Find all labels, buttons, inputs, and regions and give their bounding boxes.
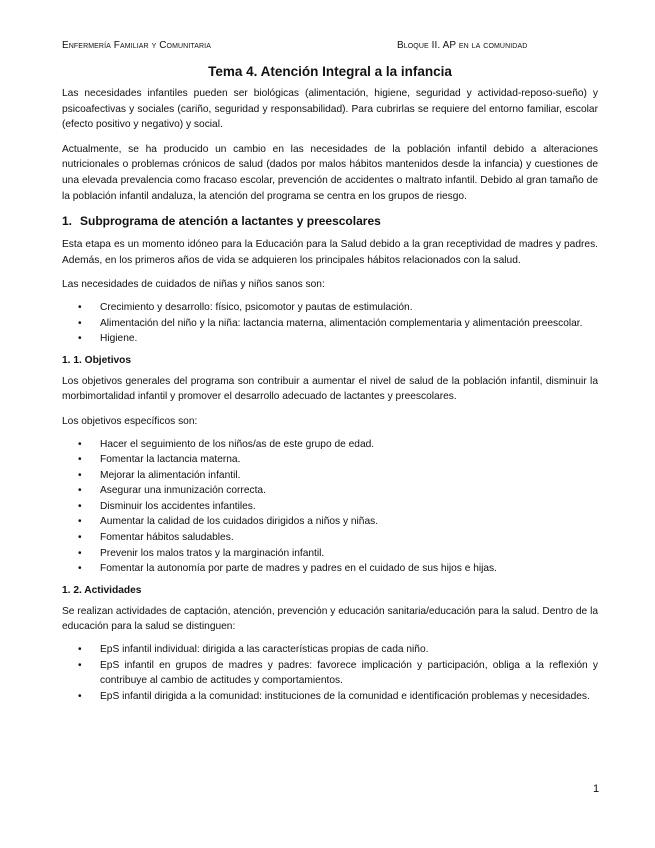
bullet-icon: • [78, 485, 82, 497]
bullet-icon: • [78, 644, 82, 656]
list-item-text: Mejorar la alimentación infantil. [100, 469, 241, 481]
list-item [62, 658, 598, 689]
list-item [62, 642, 598, 658]
list-item [62, 331, 598, 347]
paragraph: Las necesidades de cuidados de niñas y niños sanos son: [62, 279, 325, 291]
list-item [62, 514, 598, 530]
bullet-icon: • [78, 454, 82, 466]
list-item [62, 689, 598, 705]
list-item-text: Hacer el seguimiento de los niños/as de este grupo de edad. [100, 438, 375, 450]
bullet-icon: • [78, 547, 82, 559]
subsection-heading: 1. 1. Objetivos [62, 354, 132, 366]
header-block-title: Bloque II. AP en la comunidad [397, 40, 528, 51]
bullet-icon: • [78, 301, 82, 313]
list-item-text: EpS infantil dirigida a la comunidad: instituciones de la comunidad e identificación problemas y necesidades. [100, 690, 590, 702]
list-item-text: Fomentar hábitos saludables. [100, 532, 234, 544]
bullet-list [62, 642, 598, 704]
subsection-heading: 1. 2. Actividades [62, 584, 142, 596]
paragraph: Esta etapa es un momento idóneo para la Educación para la Salud debido a la gran receptividad de madres y padres. Además, en los primeros años de vida se adquieren los principales hábitos relacionados con la salud. [62, 239, 598, 266]
list-item-text: Fomentar la lactancia materna. [100, 454, 241, 466]
list-item-text: Alimentación del niño y la niña: lactancia materna, alimentación complementaria y alimentación preescolar. [100, 317, 583, 329]
paragraph: Los objetivos específicos son: [62, 415, 198, 427]
list-item [62, 437, 598, 453]
list-item-text: Asegurar una inmunización correcta. [100, 485, 266, 497]
paragraph: Las necesidades infantiles pueden ser biológicas (alimentación, higiene, seguridad y actividad-reposo-sueño) y psicoafectivas y sociales (cariño, seguridad y responsabilidad). Para cubrirlas se requiere del entorno familiar, escolar (efecto positivo y negativo) y social. [62, 88, 598, 131]
bullet-icon: • [78, 516, 82, 528]
list-item [62, 452, 598, 468]
bullet-icon: • [78, 659, 82, 671]
list-item [62, 546, 598, 562]
list-item [62, 499, 598, 515]
paragraph: Se realizan actividades de captación, atención, prevención y educación sanitaria/educación para la salud. Dentro de la educación para la salud se distinguen: [62, 605, 598, 633]
list-item-text: Crecimiento y desarrollo: físico, psicomotor y pautas de estimulación. [100, 301, 413, 313]
bullet-icon: • [78, 469, 82, 481]
bullet-icon: • [78, 563, 82, 575]
list-item [62, 316, 598, 332]
bullet-list [62, 437, 598, 577]
bullet-icon: • [78, 438, 82, 450]
paragraph: Actualmente, se ha producido un cambio en las necesidades de la población infantil debido a alteraciones nutricionales o problemas crónicos de salud (dados por malos hábitos mantenidos desde la infancia) y cuestiones de una elevada prevalencia como fracaso escolar, prevención de accidentes o maltrato infantil. Debido al gran tamaño de la población infantil andaluza, la atención del programa se centra en los grupos de riesgo. [62, 143, 598, 202]
list-item-text: Higiene. [100, 333, 138, 345]
list-item [62, 468, 598, 484]
bullet-icon: • [78, 532, 82, 544]
list-item-text: Fomentar la autonomía por parte de madres y padres en el cuidado de sus hijos e hijas. [100, 563, 497, 575]
section-heading-text: Subprograma de atención a lactantes y preescolares [80, 214, 381, 229]
paragraph: Los objetivos generales del programa son contribuir a aumentar el nivel de salud de la población infantil, disminuir la morbimortalidad infantil y promover el desarrollo adecuado de lactantes y preescolares. [62, 375, 598, 403]
bullet-icon: • [78, 317, 82, 329]
page-number: 1 [593, 783, 600, 795]
bullet-list [62, 300, 598, 347]
list-item [62, 561, 598, 577]
bullet-icon: • [78, 690, 82, 702]
document-body [62, 63, 598, 710]
section-heading [62, 213, 598, 229]
list-item-text: Disminuir los accidentes infantiles. [100, 500, 256, 512]
page-header [62, 40, 595, 54]
list-item [62, 300, 598, 316]
bullet-icon: • [78, 500, 82, 512]
list-item-text: EpS infantil individual: dirigida a las características propias de cada niño. [100, 644, 429, 656]
bullet-icon: • [78, 333, 82, 345]
header-course-title: Enfermería Familiar y Comunitaria [62, 40, 211, 51]
list-item-text: EpS infantil en grupos de madres y padres: favorece implicación y participación, obliga a la reflexión y contribuye al cambio de actitudes y comportamientos. [100, 659, 598, 687]
section-number: 1. [62, 214, 73, 229]
list-item-text: Aumentar la calidad de los cuidados dirigidos a niños y niñas. [100, 516, 379, 528]
list-item-text: Prevenir los malos tratos y la marginación infantil. [100, 547, 325, 559]
document-title: Tema 4. Atención Integral a la infancia [208, 64, 452, 79]
list-item [62, 530, 598, 546]
list-item [62, 483, 598, 499]
